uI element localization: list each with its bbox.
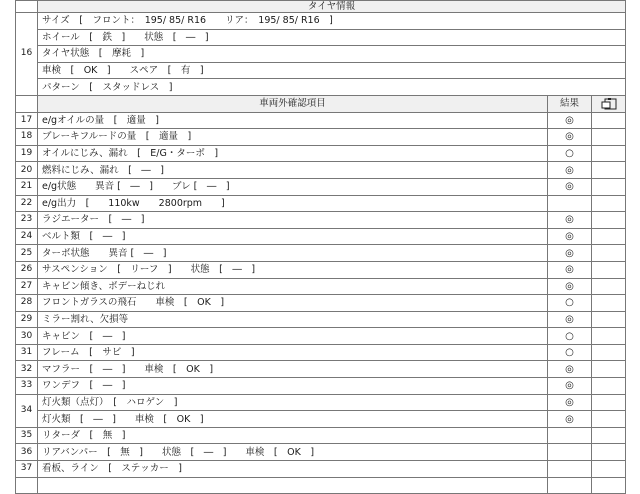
check-result bbox=[548, 444, 592, 461]
check-row bbox=[16, 178, 626, 195]
check-item-text: ミラー割れ、欠損等 bbox=[38, 311, 548, 328]
check-note-cell bbox=[592, 394, 626, 411]
check-note-cell bbox=[592, 461, 626, 478]
inspection-sheet bbox=[15, 0, 625, 494]
check-item-number: 33 bbox=[16, 378, 38, 395]
check-result: ◎ bbox=[548, 228, 592, 245]
tire-line: サイズ [ フロント： 195/ 85/ R16 リア： 195/ 85/ R16 ] bbox=[38, 13, 626, 30]
check-row bbox=[16, 411, 626, 428]
tire-header-num bbox=[16, 1, 38, 13]
tire-row bbox=[16, 29, 626, 46]
check-row bbox=[16, 228, 626, 245]
inspection-table-body bbox=[16, 1, 626, 494]
check-note-cell bbox=[592, 378, 626, 395]
tire-item-number: 16 bbox=[16, 13, 38, 96]
check-result: ◎ bbox=[548, 394, 592, 411]
check-item-number: 37 bbox=[16, 461, 38, 478]
check-note-cell bbox=[592, 212, 626, 229]
check-row bbox=[16, 112, 626, 129]
tire-section-title: タイヤ情報 bbox=[38, 1, 626, 13]
check-item-number: 36 bbox=[16, 444, 38, 461]
check-item-text: ワンデフ [ ― ] bbox=[38, 378, 548, 395]
tire-line: ホイール [ 鉄 ] 状態 [ ― ] bbox=[38, 29, 626, 46]
check-row bbox=[16, 278, 626, 295]
check-item-text: ブレーキフルードの量 [ 適量 ] bbox=[38, 129, 548, 146]
check-note-cell bbox=[592, 444, 626, 461]
check-item-number: 34 bbox=[16, 394, 38, 427]
check-note-cell bbox=[592, 145, 626, 162]
check-note-cell bbox=[592, 278, 626, 295]
check-item-number: 24 bbox=[16, 228, 38, 245]
check-note-cell bbox=[592, 427, 626, 444]
tire-row bbox=[16, 79, 626, 96]
check-item-text: ベルト類 [ ― ] bbox=[38, 228, 548, 245]
check-note-cell bbox=[592, 361, 626, 378]
check-row bbox=[16, 311, 626, 328]
check-result: ◎ bbox=[548, 261, 592, 278]
check-row bbox=[16, 212, 626, 229]
check-item-text: マフラー [ ― ] 車検 [ OK ] bbox=[38, 361, 548, 378]
check-note-cell bbox=[592, 195, 626, 212]
check-row bbox=[16, 145, 626, 162]
check-item-number: 25 bbox=[16, 245, 38, 262]
check-result bbox=[548, 427, 592, 444]
check-item-text: オイルにじみ、漏れ [ E/G・ターボ ] bbox=[38, 145, 548, 162]
check-note-cell bbox=[592, 261, 626, 278]
check-result: ◎ bbox=[548, 162, 592, 179]
check-item-text: 看板、ライン [ ステッカー ] bbox=[38, 461, 548, 478]
check-item-text: ラジエーター [ ― ] bbox=[38, 212, 548, 229]
check-section-title: 車両外確認項目 bbox=[38, 95, 548, 112]
check-item-number: 32 bbox=[16, 361, 38, 378]
inspection-table bbox=[15, 0, 626, 494]
tire-line: タイヤ状態 [ 摩耗 ] bbox=[38, 46, 626, 63]
tire-line: パターン [ スタッドレス ] bbox=[38, 79, 626, 96]
check-item-number: 35 bbox=[16, 427, 38, 444]
check-item-number: 23 bbox=[16, 212, 38, 229]
check-row bbox=[16, 344, 626, 361]
check-item-number: 18 bbox=[16, 129, 38, 146]
check-result bbox=[548, 461, 592, 478]
check-item-text: サスペンション [ リーフ ] 状態 [ ― ] bbox=[38, 261, 548, 278]
check-row bbox=[16, 444, 626, 461]
tire-row bbox=[16, 13, 626, 30]
check-row bbox=[16, 328, 626, 345]
tire-row bbox=[16, 46, 626, 63]
check-note-cell bbox=[592, 228, 626, 245]
check-item-number: 21 bbox=[16, 178, 38, 195]
check-result: ◎ bbox=[548, 245, 592, 262]
check-row bbox=[16, 261, 626, 278]
check-note-cell bbox=[592, 311, 626, 328]
check-item-text: 燃料にじみ、漏れ [ ― ] bbox=[38, 162, 548, 179]
check-item-number: 28 bbox=[16, 295, 38, 312]
check-header-num bbox=[16, 95, 38, 112]
check-result: ◎ bbox=[548, 212, 592, 229]
check-item-text: e/g出力 [ 110kw 2800rpm ] bbox=[38, 195, 548, 212]
check-result: ◎ bbox=[548, 311, 592, 328]
check-result: ◎ bbox=[548, 411, 592, 428]
check-row bbox=[16, 295, 626, 312]
check-item-text: ターボ状態 異音 [ ― ] bbox=[38, 245, 548, 262]
check-result: ◎ bbox=[548, 129, 592, 146]
clipboard-icon-cell bbox=[592, 95, 626, 112]
check-row bbox=[16, 195, 626, 212]
check-item-number: 26 bbox=[16, 261, 38, 278]
check-item-text: リターダ [ 無 ] bbox=[38, 427, 548, 444]
check-item-number: 22 bbox=[16, 195, 38, 212]
check-result: ○ bbox=[548, 328, 592, 345]
check-note-cell bbox=[592, 295, 626, 312]
check-item-text: e/gオイルの量 [ 適量 ] bbox=[38, 112, 548, 129]
clipboard-icon bbox=[600, 97, 618, 110]
check-header-row bbox=[16, 95, 626, 112]
check-note-cell bbox=[592, 411, 626, 428]
check-result: ○ bbox=[548, 344, 592, 361]
check-result: ◎ bbox=[548, 112, 592, 129]
tire-line: 車検 [ OK ] スペア [ 有 ] bbox=[38, 62, 626, 79]
check-row bbox=[16, 162, 626, 179]
check-item-number: 20 bbox=[16, 162, 38, 179]
check-note-cell bbox=[592, 245, 626, 262]
check-item-text: e/g状態 異音 [ ― ] ブレ [ ― ] bbox=[38, 178, 548, 195]
check-note-cell bbox=[592, 162, 626, 179]
check-row bbox=[16, 245, 626, 262]
check-item-text: フレーム [ サビ ] bbox=[38, 344, 548, 361]
check-result: ○ bbox=[548, 145, 592, 162]
check-result: ◎ bbox=[548, 378, 592, 395]
check-row bbox=[16, 361, 626, 378]
check-note-cell bbox=[592, 129, 626, 146]
check-item-number: 17 bbox=[16, 112, 38, 129]
check-item-text: リアバンパー [ 無 ] 状態 [ ― ] 車検 [ OK ] bbox=[38, 444, 548, 461]
tire-header-row bbox=[16, 1, 626, 13]
check-row bbox=[16, 427, 626, 444]
check-result: ◎ bbox=[548, 361, 592, 378]
tire-row bbox=[16, 62, 626, 79]
check-result: ◎ bbox=[548, 278, 592, 295]
check-row bbox=[16, 394, 626, 411]
check-row bbox=[16, 129, 626, 146]
check-item-number: 29 bbox=[16, 311, 38, 328]
check-note-cell bbox=[592, 344, 626, 361]
check-item-number: 30 bbox=[16, 328, 38, 345]
check-row bbox=[16, 461, 626, 478]
check-item-text: フロントガラスの飛石 車検 [ OK ] bbox=[38, 295, 548, 312]
check-item-text: 灯火類 [ ― ] 車検 [ OK ] bbox=[38, 411, 548, 428]
check-item-text: 灯火類（点灯） [ ハロゲン ] bbox=[38, 394, 548, 411]
check-item-number: 31 bbox=[16, 344, 38, 361]
check-item-number: 19 bbox=[16, 145, 38, 162]
check-note-cell bbox=[592, 178, 626, 195]
check-note-cell bbox=[592, 328, 626, 345]
check-result bbox=[548, 195, 592, 212]
check-item-text: キャビン傾き、ボデーねじれ bbox=[38, 278, 548, 295]
check-item-text: キャビン [ ― ] bbox=[38, 328, 548, 345]
check-result: ○ bbox=[548, 295, 592, 312]
check-row bbox=[16, 378, 626, 395]
check-note-cell bbox=[592, 112, 626, 129]
result-column-header: 結果 bbox=[548, 95, 592, 112]
check-item-number: 27 bbox=[16, 278, 38, 295]
check-result: ◎ bbox=[548, 178, 592, 195]
